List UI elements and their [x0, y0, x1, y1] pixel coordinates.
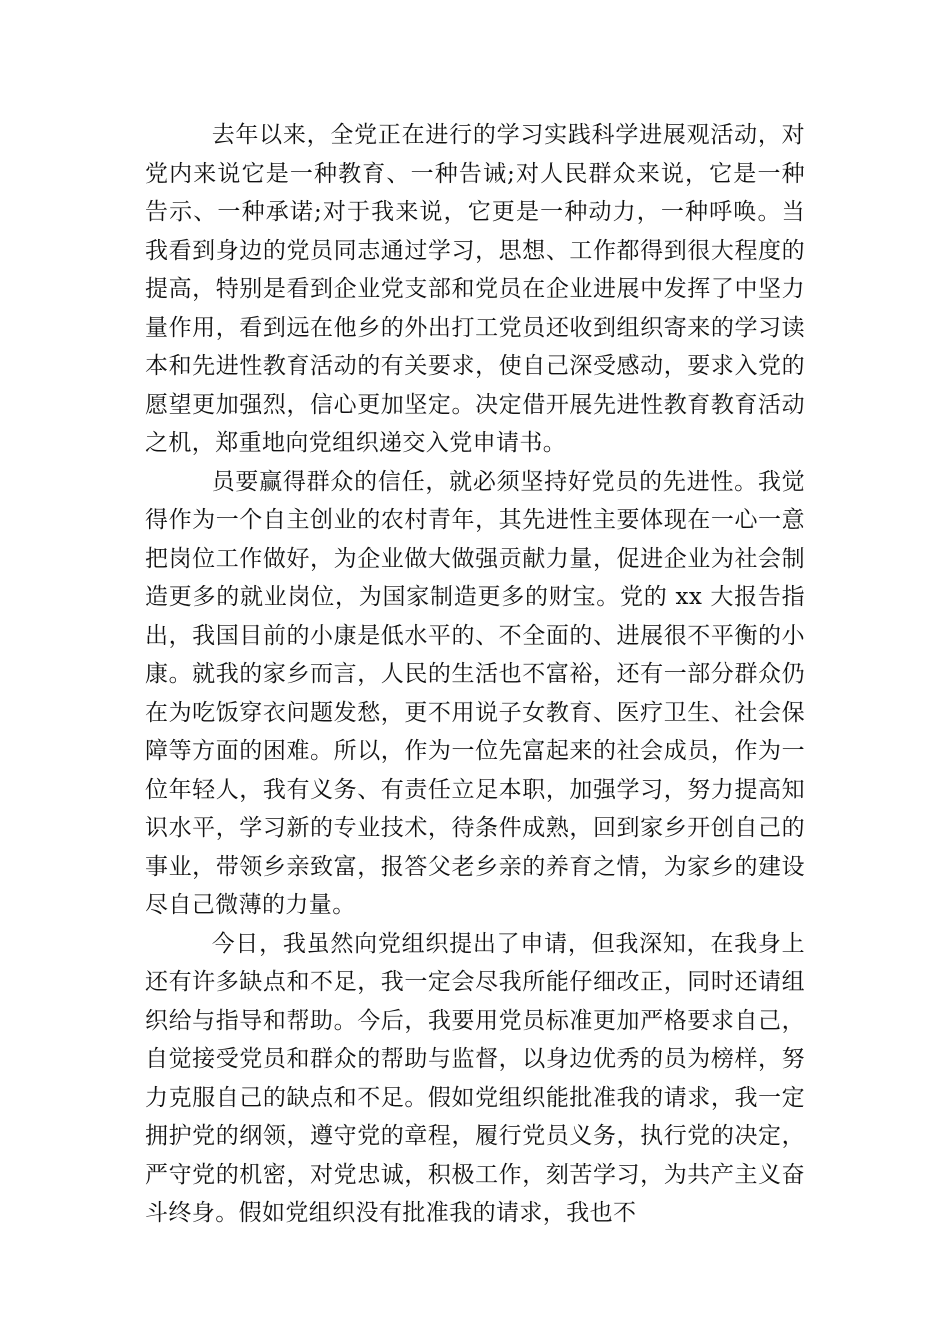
paragraph-3: 今日，我虽然向党组织提出了申请，但我深知，在我身上还有许多缺点和不足，我一定会尽我所能仔细改正，同时还请组织给与指导和帮助。今后，我要用党员标准更加严格要求自己，自觉接受党员和群众的帮助与监督，以身边优秀的员为榜样，努力克服自己的缺点和不足。假如党组织能批准我的请求，我一定拥护党的纲领，遵守党的章程，履行党员义务，执行党的决定，严守党的机密，对党忠诚，积极工作，刻苦学习，为共产主义奋斗终身。假如党组织没有批准我的请求，我也不	[145, 930, 805, 1226]
document-body	[145, 116, 805, 1233]
paragraph-1: 去年以来，全党正在进行的学习实践科学进展观活动，对党内来说它是一种教育、一种告诫;对人民群众来说，它是一种告示、一种承诺;对于我来说，它更是一种动力，一种呼唤。当我看到身边的党员同志通过学习，思想、工作都得到很大程度的提高，特别是看到企业党支部和党员在企业进展中发挥了中坚力量作用，看到远在他乡的外出打工党员还收到组织寄来的学习读本和先进性教育活动的有关要求，使自己深受感动，要求入党的愿望更加强烈，信心更加坚定。决定借开展先进性教育教育活动之机，郑重地向党组织递交入党申请书。	[145, 122, 805, 456]
paragraph-2: 员要赢得群众的信任，就必须坚持好党员的先进性。我觉得作为一个自主创业的农村青年，其先进性主要体现在一心一意把岗位工作做好，为企业做大做强贡献力量，促进企业为社会制造更多的就业岗位，为国家制造更多的财宝。党的 xx 大报告指出，我国目前的小康是低水平的、不全面的、进展很不平衡的小康。就我的家乡而言，人民的生活也不富裕，还有一部分群众仍在为吃饭穿衣问题发愁，更不用说子女教育、医疗卫生、社会保障等方面的困难。所以，作为一位先富起来的社会成员，作为一位年轻人，我有义务、有责任立足本职，加强学习，努力提高知识水平，学习新的专业技术，待条件成熟，回到家乡开创自己的事业，带领乡亲致富，报答父老乡亲的养育之情，为家乡的建设尽自己微薄的力量。	[145, 468, 805, 918]
